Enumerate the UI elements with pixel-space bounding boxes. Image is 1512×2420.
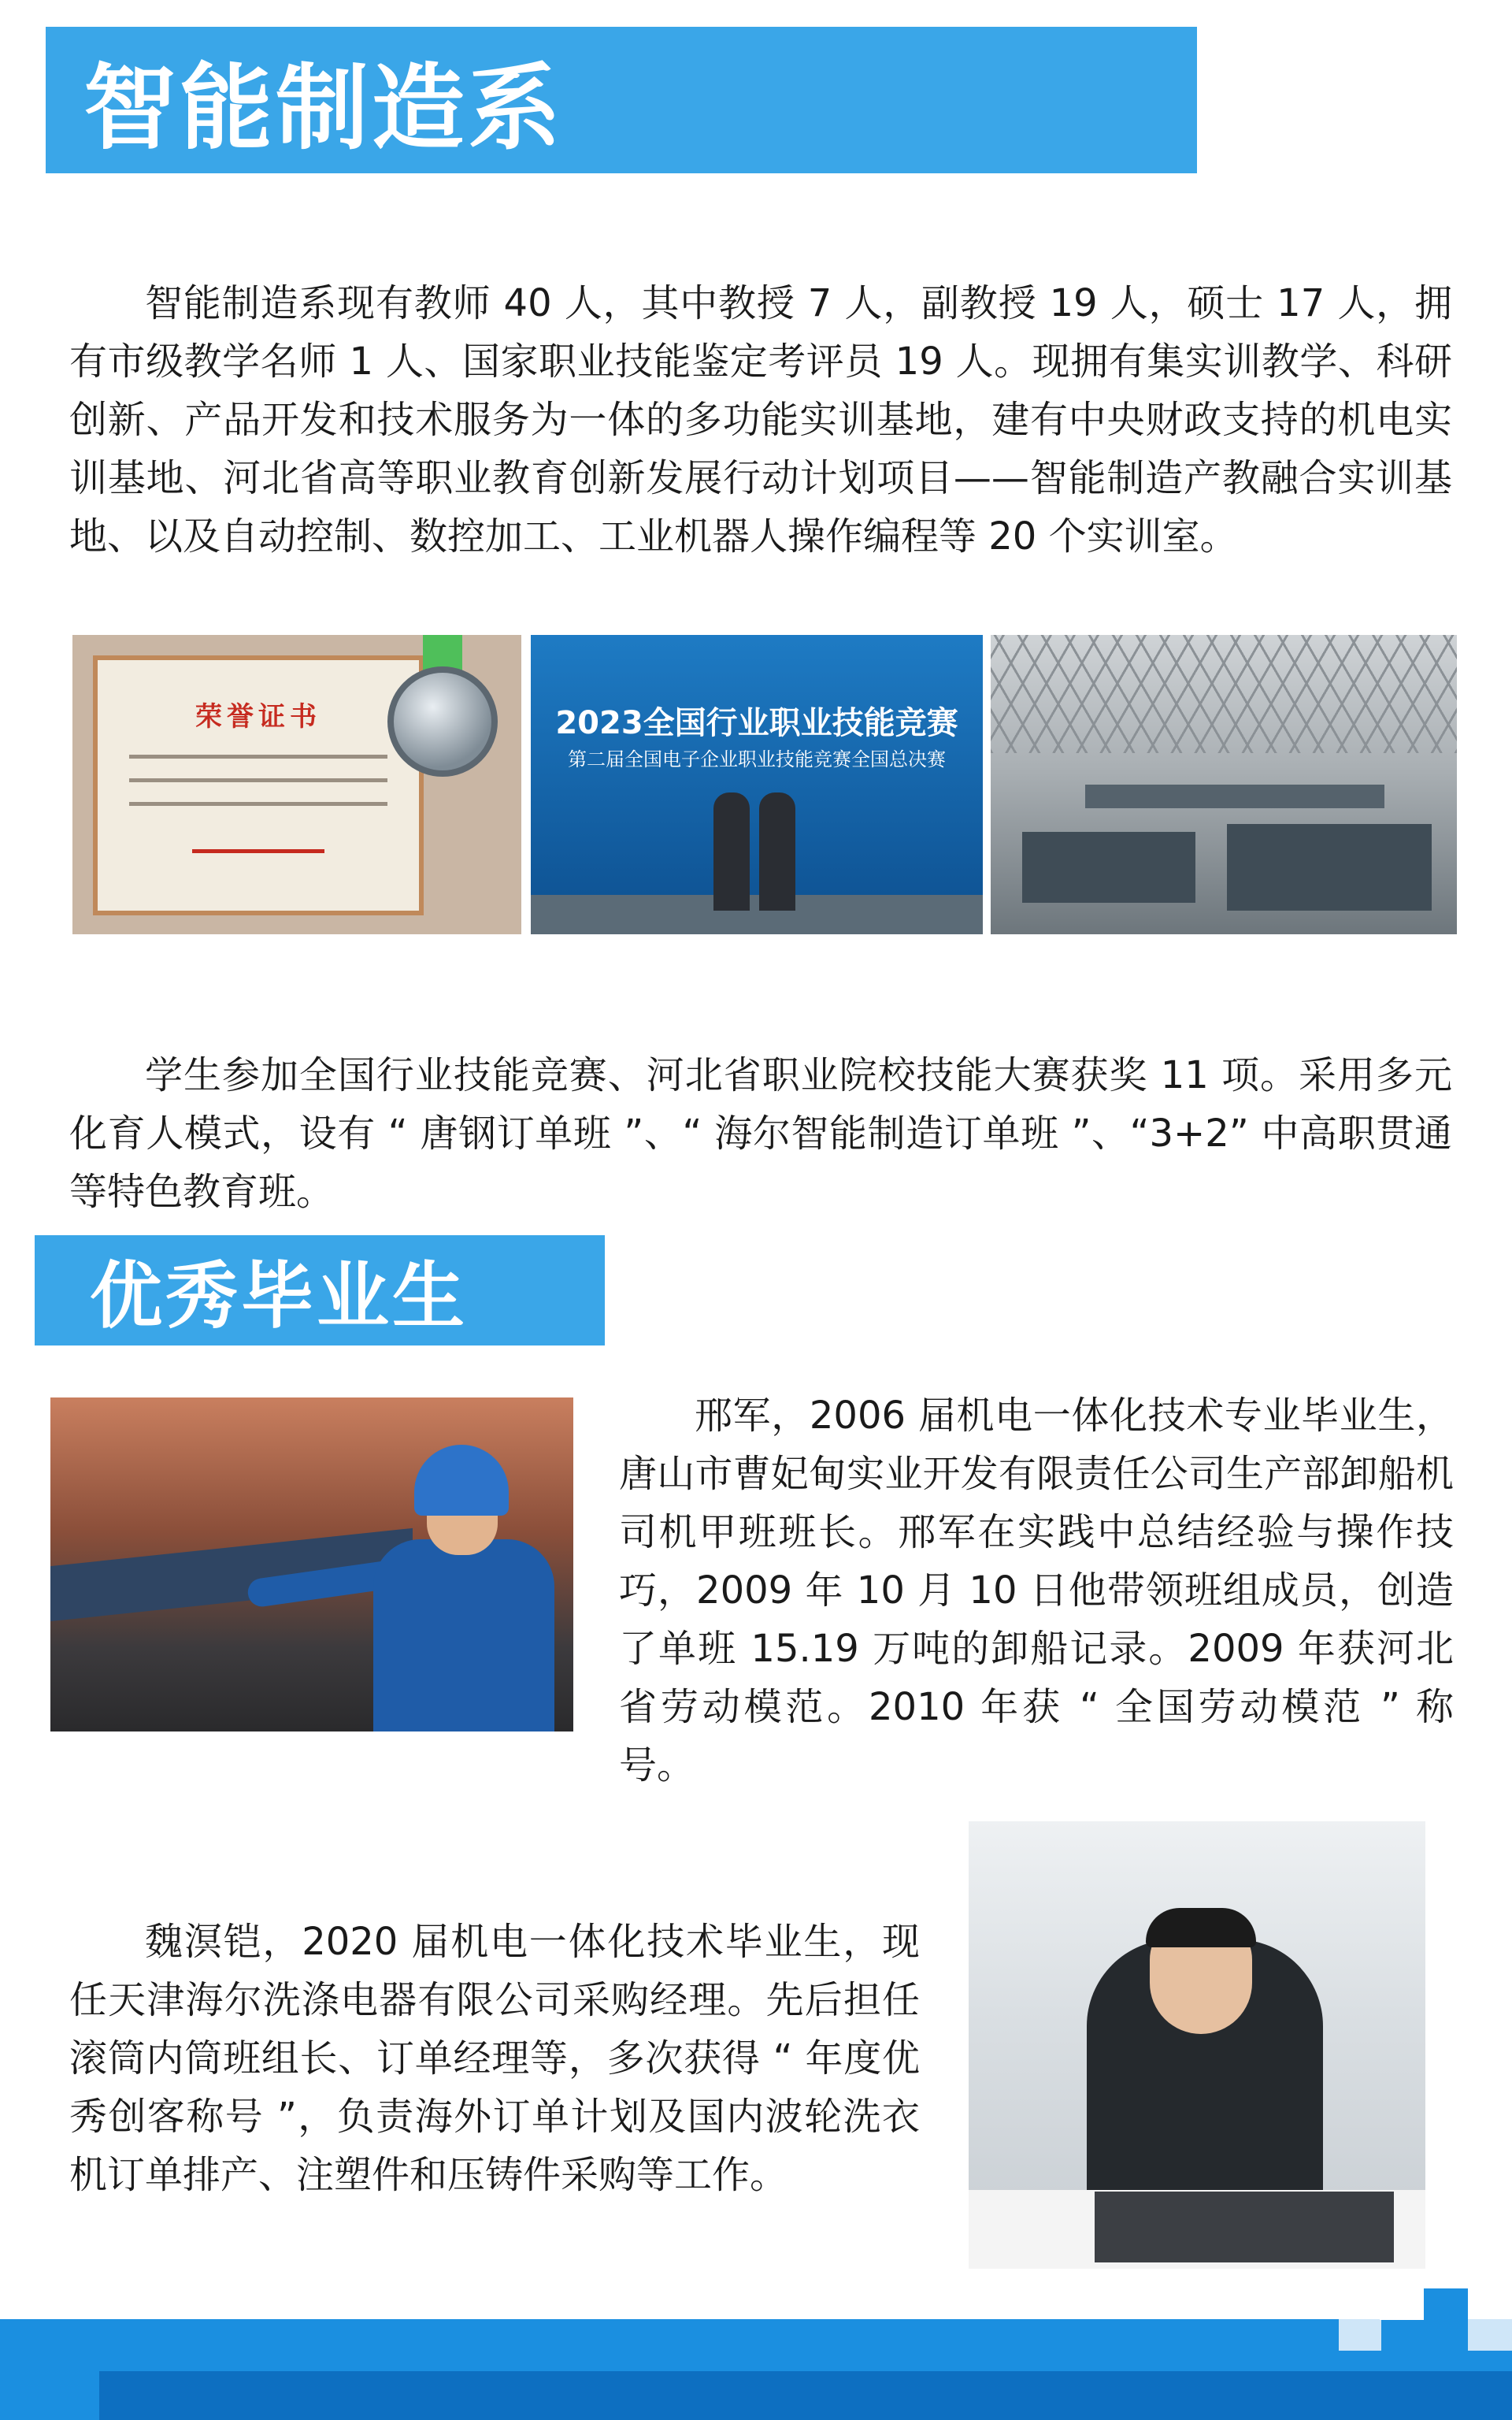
certificate-text-line [129, 755, 387, 759]
workbench [1022, 832, 1195, 903]
certificate-title: 荣誉证书 [195, 701, 321, 733]
section-title: 智能制造系 [83, 54, 565, 162]
student-figure [713, 792, 750, 911]
certificate-text-line [129, 802, 387, 806]
footer-deco-block [1339, 2319, 1381, 2351]
graduate-2-paragraph: 魏溟铠，2020 届机电一体化技术毕业生，现任天津海尔洗涤电器有限公司采购经理。先后担任滚筒内筒班组长、订单经理等，多次获得 “ 年度优秀创客称号 ”，负责海外订单计划及国内波轮洗衣机订单排产、注塑件和压铸件采购等工作。 [69, 1920, 920, 2197]
graduate-office-photo [969, 1821, 1425, 2269]
laptop-icon [1095, 2192, 1394, 2262]
section-title-banner [46, 27, 1197, 173]
certificate-text-line [129, 778, 387, 782]
footer-deco-block [1424, 2288, 1468, 2320]
graduate-worker-photo [50, 1397, 573, 1731]
graduate-1-paragraph: 邢军，2006 届机电一体化技术专业毕业生，唐山市曹妃甸实业开发有限责任公司生产部卸船机司机甲班班长。邢军在实践中总结经验与操作技巧，2009 年 10 月 10 日他带领班组成员，创造了单班 15.19 万吨的卸船记录。2009 年获河北省劳动模范。2010 年获 “ 全国劳动模范 ” 称号。 [619, 1394, 1454, 1787]
medal-icon [387, 666, 498, 777]
worker-uniform [373, 1539, 554, 1731]
helmet-icon [414, 1445, 509, 1516]
footer-inner-band [99, 2371, 1512, 2420]
stage-banner-subtitle: 第二届全国电子企业职业技能竞赛全国总决赛 [568, 748, 946, 770]
workbench-row [1085, 785, 1384, 808]
footer-deco-block [1380, 2288, 1424, 2320]
certificate-award-line [192, 849, 324, 853]
certificate-photo [72, 635, 521, 934]
competition-stage-photo [531, 635, 983, 934]
graduates-title: 优秀毕业生 [90, 1254, 469, 1338]
graduate-hair [1146, 1908, 1256, 1947]
stage-floor [531, 895, 983, 934]
stage-banner-title: 2023全国行业职业技能竞赛 [555, 705, 958, 741]
certificate-paper [93, 655, 424, 915]
graduates-title-banner [35, 1235, 605, 1345]
achievements-paragraph: 学生参加全国行业技能竞赛、河北省职业院校技能大赛获奖 11 项。采用多元化育人模式，设有 “ 唐钢订单班 ”、“ 海尔智能制造订单班 ”、“3+2” 中高职贯通等特色教育班。 [69, 1053, 1452, 1214]
roof-truss [991, 635, 1457, 753]
department-intro-paragraph: 智能制造系现有教师 40 人，其中教授 7 人，副教授 19 人，硕士 17 人，拥有市级教学名师 1 人、国家职业技能鉴定考评员 19 人。现拥有集实训教学、科研创新、产品开发和技术服务为一体的多功能实训基地，建有中央财政支持的机电实训基地、河北省高等职业教育创新发展行动计划项目——智能制造产教融合实训基地、以及自动控制、数控加工、工业机器人操作编程等 20 个实训室。 [69, 281, 1452, 559]
student-figure [759, 792, 795, 911]
footer-deco-block [1468, 2319, 1512, 2351]
workbench [1227, 824, 1432, 911]
training-workshop-photo [991, 635, 1457, 934]
